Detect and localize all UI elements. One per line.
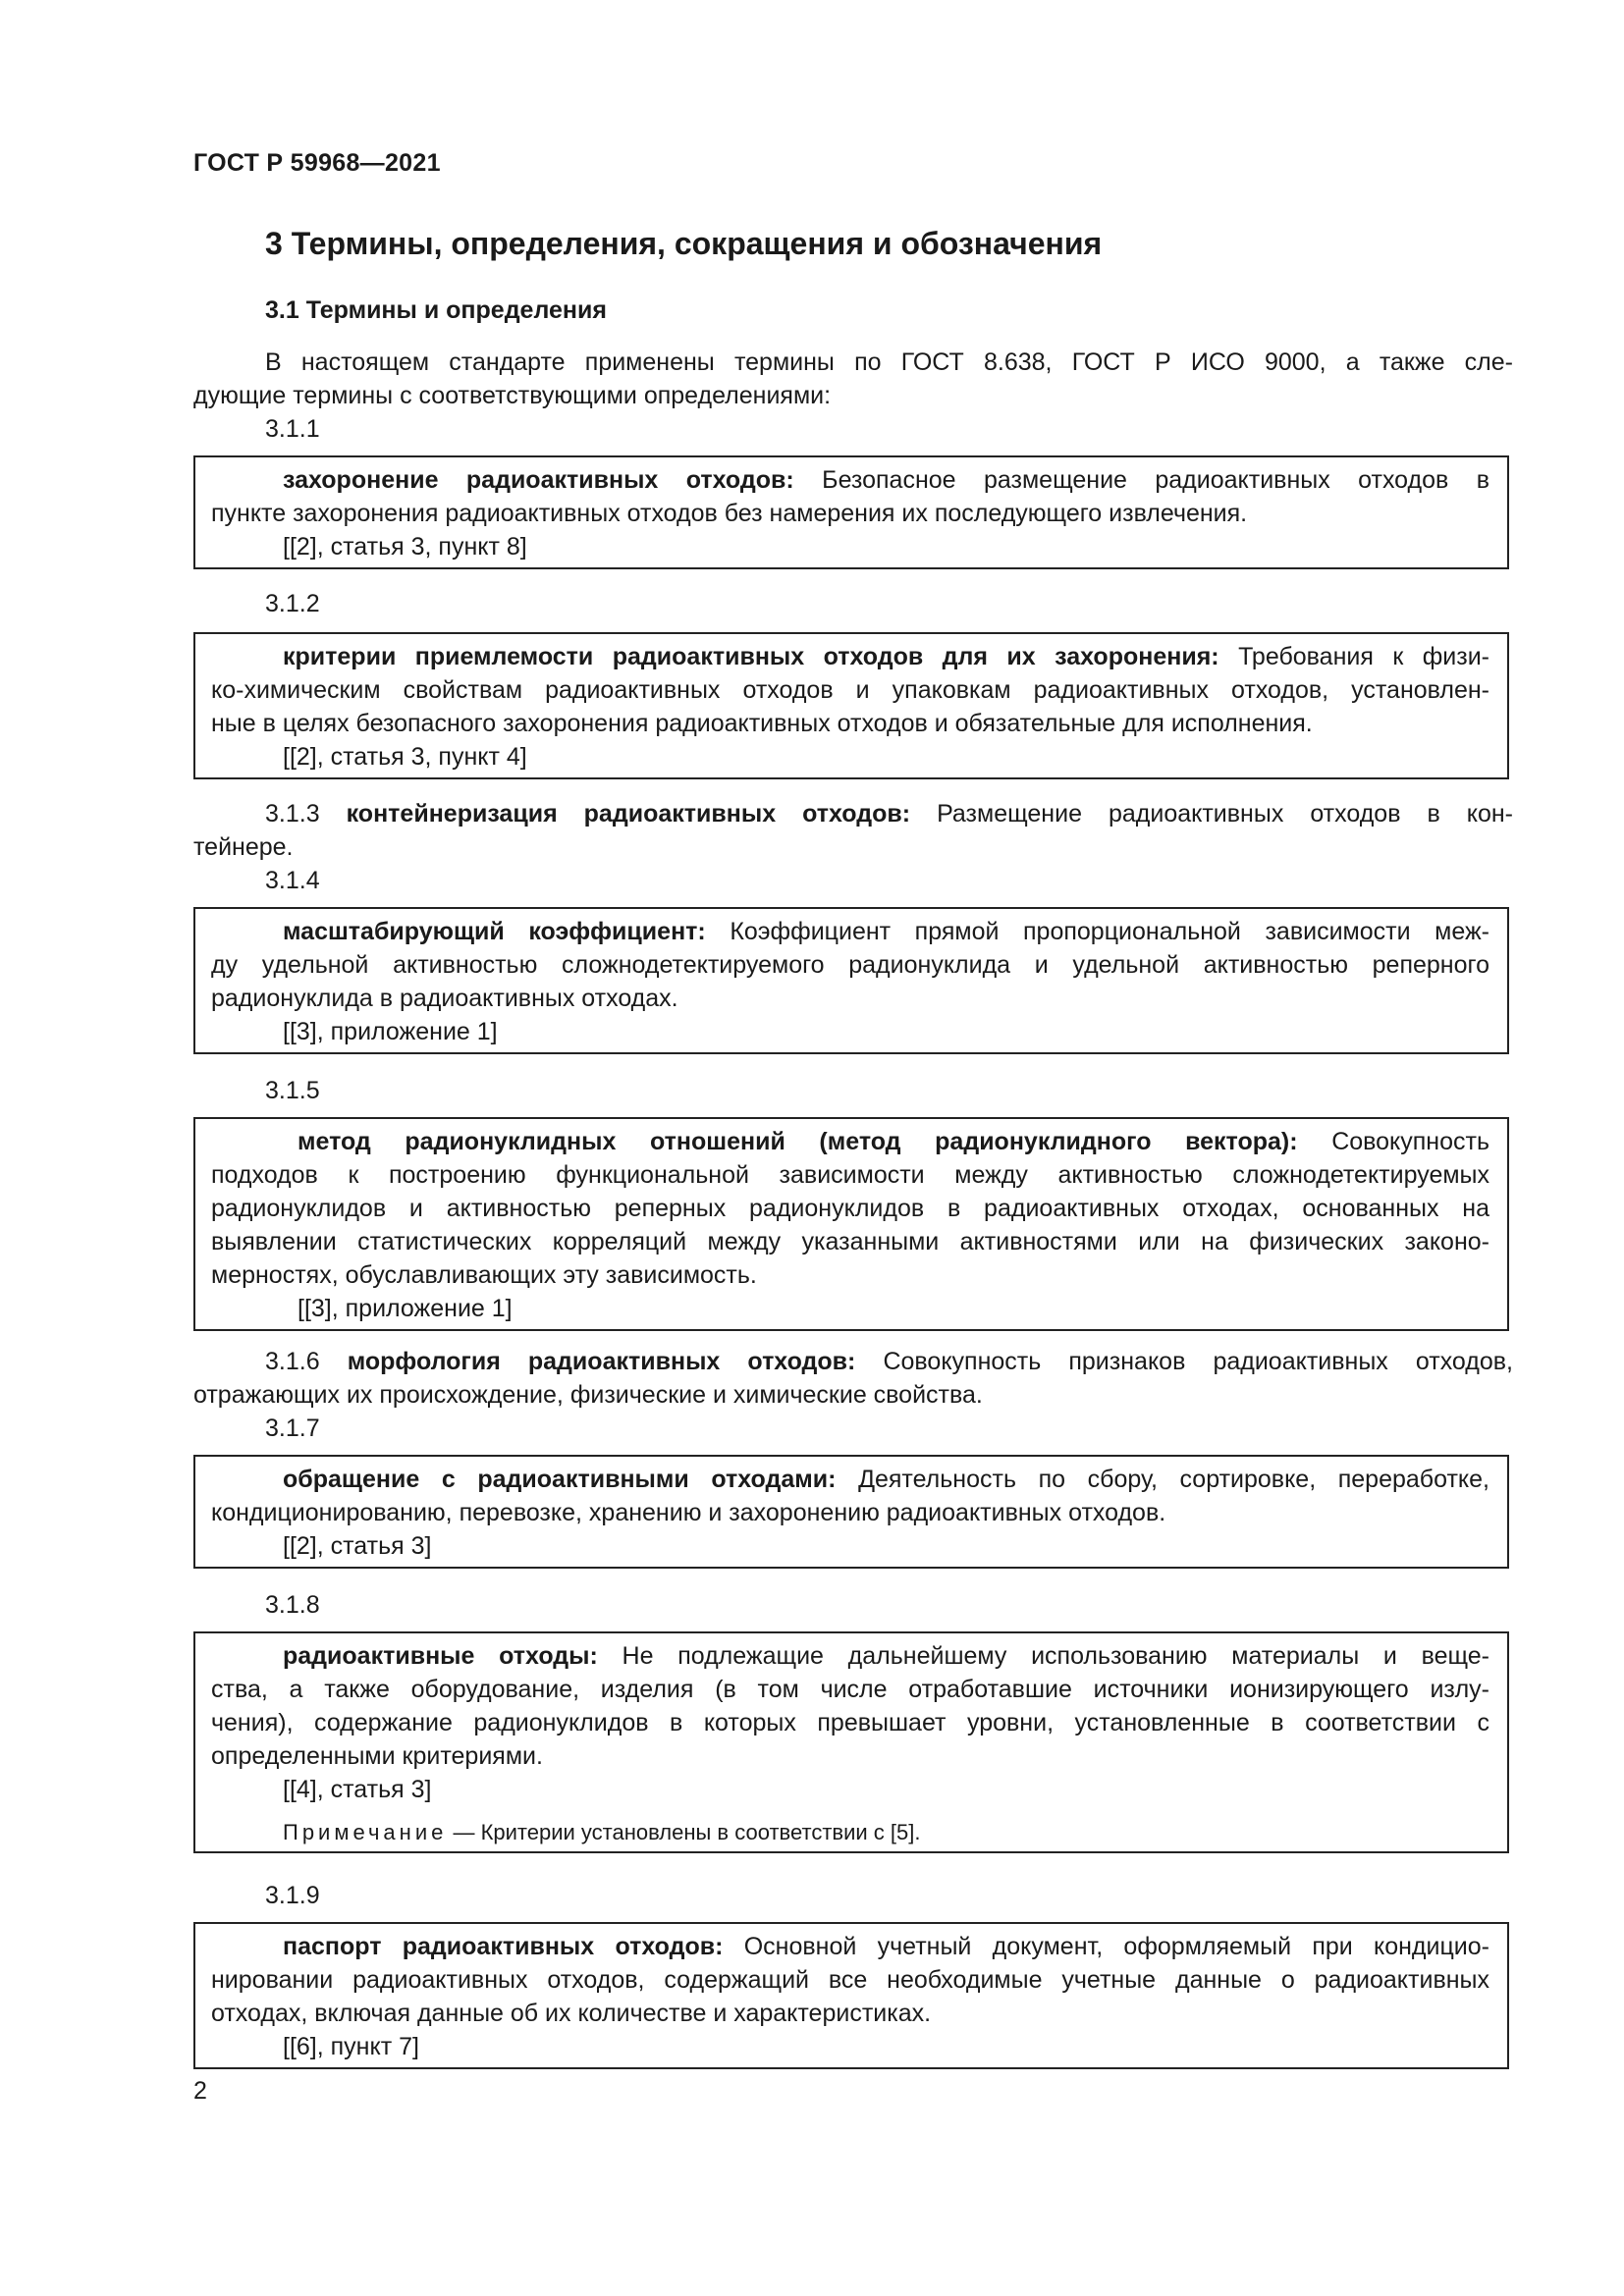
term-definition: Деятельность по сбору, сортировке, переработке, — [858, 1466, 1489, 1493]
document-id-header: ГОСТ Р 59968—2021 — [193, 149, 441, 177]
term-first-line — [211, 1463, 1489, 1496]
note-label: Примечание — [283, 1820, 448, 1844]
term-box — [193, 455, 1509, 569]
term-definition: подходов к построению функциональной зависимости между активностью сложнодетектируемых — [211, 1161, 1489, 1189]
term-definition: Безопасное размещение радиоактивных отходов в — [822, 466, 1490, 494]
term-box — [193, 907, 1509, 1054]
term-name: морфология радиоактивных отходов: — [347, 1348, 856, 1375]
term-definition: ства, а также оборудование, изделия (в том числе отработавшие источники ионизирующего излу- — [211, 1676, 1489, 1703]
term-first-line — [211, 1125, 1489, 1158]
term-definition: Совокупность — [1331, 1128, 1489, 1155]
term-definition: кондиционированию, перевозке, хранению и захоронению радиоактивных отходов. — [211, 1499, 1166, 1526]
term-definition: отражающих их происхождение, физические и химические свойства. — [193, 1381, 983, 1409]
term-source: [[4], статья 3] — [283, 1776, 432, 1803]
term-name: масштабирующий коэффициент: — [283, 918, 706, 945]
intro-line: В настоящем стандарте применены термины по ГОСТ 8.638, ГОСТ Р ИСО 9000, а также сле- — [265, 348, 1513, 376]
term-definition: Требования к физи- — [1238, 643, 1489, 670]
term-definition: радионуклида в радиоактивных отходах. — [211, 985, 678, 1012]
term-name: контейнеризация радиоактивных отходов: — [346, 800, 911, 828]
term-source: [[2], статья 3, пункт 8] — [283, 533, 527, 561]
term-number: 3.1.1 — [265, 415, 320, 443]
term-number: 3.1.5 — [265, 1077, 320, 1104]
term-first-line — [193, 797, 1513, 830]
term-name: метод радионуклидных отношений (метод радионуклидного вектора): — [298, 1128, 1298, 1155]
term-first-line — [211, 915, 1489, 948]
term-first-line — [211, 1639, 1489, 1673]
term-box — [193, 632, 1509, 779]
term-box — [193, 1631, 1509, 1853]
note-text: — Критерии установлены в соответствии с [5]. — [447, 1820, 921, 1844]
term-box — [193, 1117, 1509, 1331]
term-definition: Коэффициент прямой пропорциональной зависимости меж- — [730, 918, 1489, 945]
term-definition: Совокупность признаков радиоактивных отходов, — [883, 1348, 1513, 1375]
term-name: радиоактивные отходы: — [283, 1642, 598, 1670]
page-number: 2 — [193, 2077, 207, 2105]
term-name: захоронение радиоактивных отходов: — [283, 466, 794, 494]
term-definition: ду удельной активностью сложнодетектируемого радионуклида и удельной активностью реперного — [211, 951, 1489, 979]
term-definition: выявлении статистических корреляций между указанными активностями или на физических законо- — [211, 1228, 1489, 1255]
term-source: [[2], статья 3] — [283, 1532, 432, 1560]
term-definition: Размещение радиоактивных отходов в кон- — [937, 800, 1514, 828]
term-definition: определенными критериями. — [211, 1742, 543, 1770]
term-number: 3.1.2 — [265, 590, 320, 617]
intro-line: дующие термины с соответствующими определениями: — [193, 382, 832, 409]
term-number: 3.1.3 — [265, 800, 320, 828]
term-definition: чения), содержание радионуклидов в которых превышает уровни, установленные в соответствии с — [211, 1709, 1489, 1736]
term-box — [193, 1455, 1509, 1569]
term-definition: тейнере. — [193, 833, 294, 861]
term-first-line — [211, 1930, 1489, 1963]
subsection-title: 3.1 Термины и определения — [265, 296, 607, 324]
term-definition: нировании радиоактивных отходов, содержащий все необходимые учетные данные о радиоактивных — [211, 1966, 1489, 1994]
term-definition: Не подлежащие дальнейшему использованию материалы и веще- — [622, 1642, 1490, 1670]
term-source: [[2], статья 3, пункт 4] — [283, 743, 527, 771]
term-definition: Основной учетный документ, оформляемый при кондицио- — [743, 1933, 1489, 1960]
term-definition: мерностях, обуславливающих эту зависимость. — [211, 1261, 757, 1289]
term-number: 3.1.9 — [265, 1882, 320, 1909]
term-first-line — [211, 640, 1489, 673]
term-inline — [193, 797, 1513, 864]
term-first-line — [211, 463, 1489, 497]
term-definition: ко-химическим свойствам радиоактивных отходов и упаковкам радиоактивных отходов, установлен- — [211, 676, 1489, 704]
term-name: критерии приемлемости радиоактивных отходов для их захоронения: — [283, 643, 1219, 670]
term-name: обращение с радиоактивными отходами: — [283, 1466, 837, 1493]
term-source: [[3], приложение 1] — [298, 1295, 513, 1322]
term-number: 3.1.6 — [265, 1348, 320, 1375]
term-number: 3.1.7 — [265, 1415, 320, 1442]
term-source: [[3], приложение 1] — [283, 1018, 498, 1045]
term-definition: пункте захоронения радиоактивных отходов без намерения их последующего извлечения. — [211, 500, 1248, 527]
term-number: 3.1.8 — [265, 1591, 320, 1619]
intro-paragraph — [193, 346, 1513, 412]
term-box — [193, 1922, 1509, 2069]
section-title: 3 Термины, определения, сокращения и обозначения — [265, 226, 1103, 261]
term-definition: ные в целях безопасного захоронения радиоактивных отходов и обязательные для исполнения. — [211, 710, 1313, 737]
term-first-line — [193, 1345, 1513, 1378]
term-note — [211, 1818, 1489, 1847]
term-definition: отходах, включая данные об их количестве и характеристиках. — [211, 2000, 932, 2027]
term-inline — [193, 1345, 1513, 1412]
term-source: [[6], пункт 7] — [283, 2033, 419, 2060]
term-definition: радионуклидов и активностью реперных радионуклидов в радиоактивных отходах, основанных на — [211, 1195, 1489, 1222]
term-name: паспорт радиоактивных отходов: — [283, 1933, 724, 1960]
term-number: 3.1.4 — [265, 867, 320, 894]
